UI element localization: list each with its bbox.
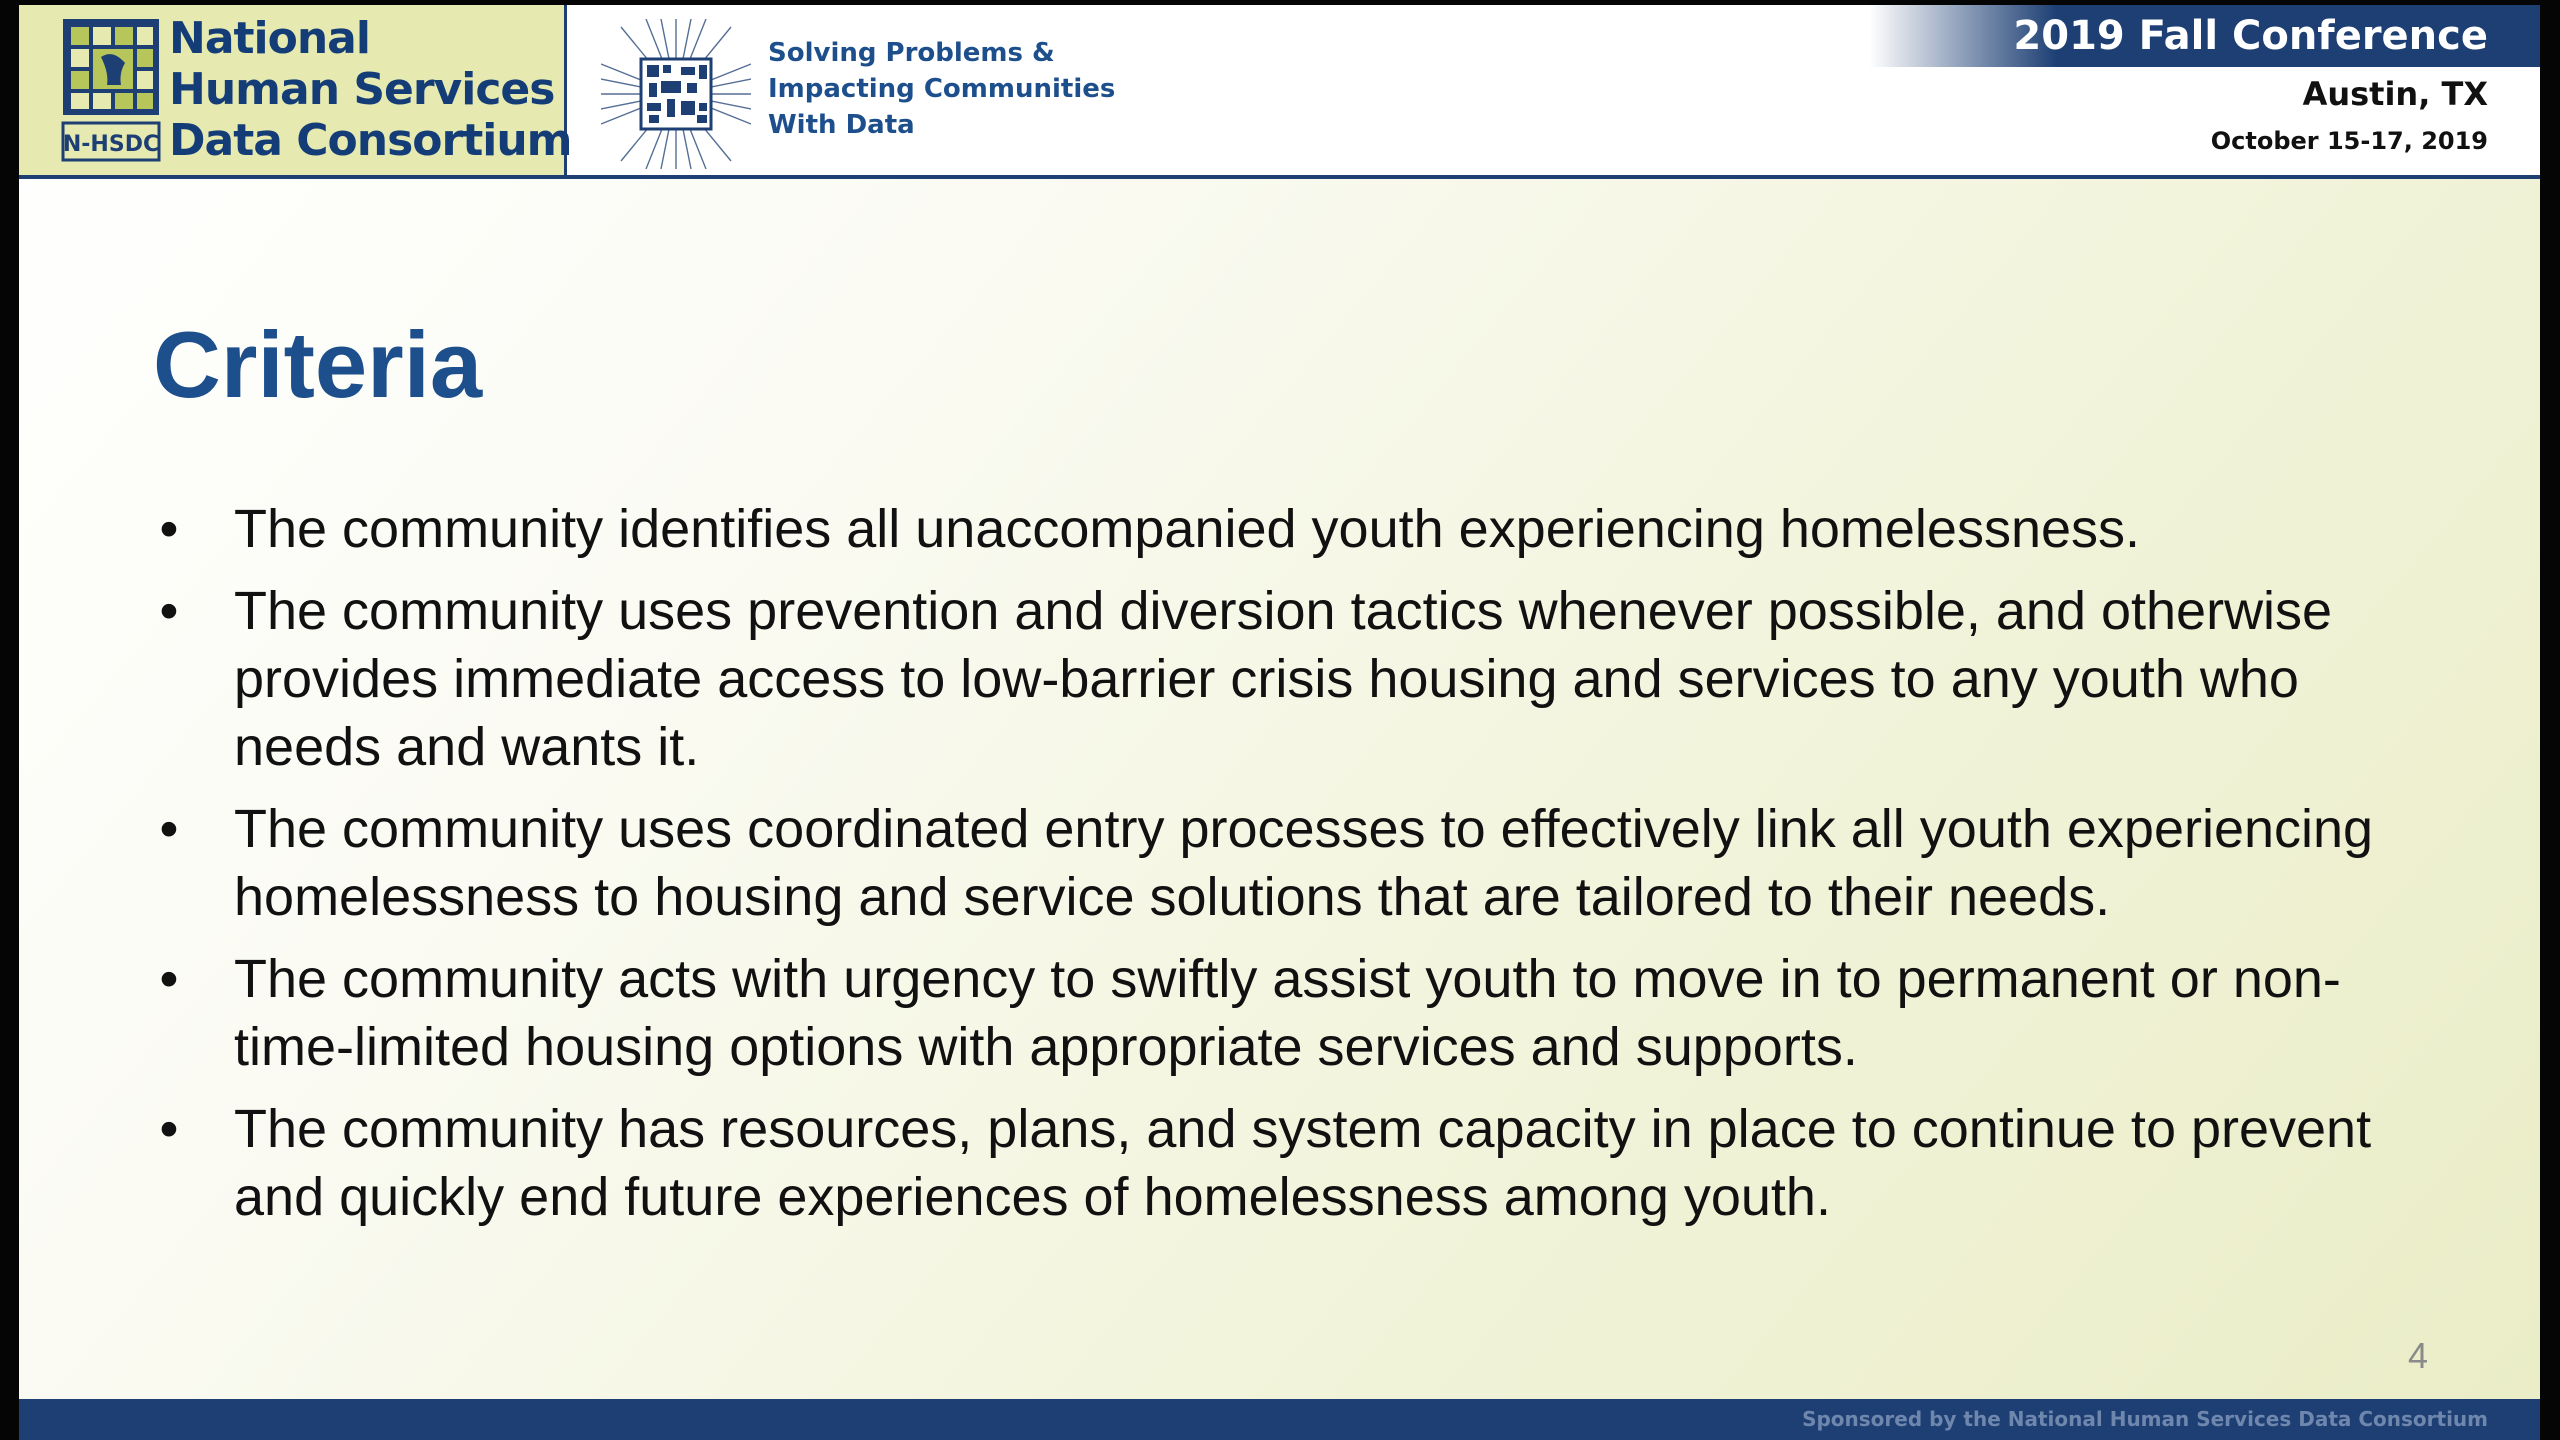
conference-title: 2019 Fall Conference xyxy=(2013,13,2488,59)
tagline-line-2: Impacting Communities xyxy=(768,74,1116,104)
list-item-text: The community identifies all unaccompanied youth experiencing homelessness. xyxy=(234,499,2141,559)
sponsor-text: Sponsored by the National Human Services Data Consortium xyxy=(1802,1407,2488,1431)
slide-header xyxy=(19,5,2540,179)
logo-label: N-HSDC xyxy=(62,132,160,157)
bullet-icon: • xyxy=(159,799,179,859)
org-name-line-2: Human Services xyxy=(169,64,555,115)
org-name xyxy=(169,13,572,166)
page-number: 4 xyxy=(2407,1335,2428,1376)
list-item-text: The community uses coordinated entry processes to effectively link all youth experiencing homelessness to housing and service solutions that are tailored to their needs. xyxy=(234,799,2374,927)
slide-footer xyxy=(19,1399,2540,1440)
nhsdc-logo-icon xyxy=(61,17,161,162)
org-name-line-1: National xyxy=(169,13,370,64)
tagline-line-3: With Data xyxy=(768,110,915,140)
bullet-icon: • xyxy=(159,949,179,1009)
bullet-icon: • xyxy=(159,1099,179,1159)
conference-city: Austin, TX xyxy=(2302,75,2488,113)
list-item xyxy=(19,1095,2449,1231)
tagline xyxy=(768,35,1115,143)
conference-dates: October 15-17, 2019 xyxy=(2210,127,2488,155)
list-item-text: The community has resources, plans, and system capacity in place to continue to prevent and quickly end future experiences of homelessness among youth. xyxy=(234,1099,2372,1227)
presentation-slide xyxy=(19,5,2540,1440)
conference-banner xyxy=(1869,5,2540,67)
list-item xyxy=(19,945,2449,1081)
data-grid-sunburst-icon xyxy=(601,19,751,169)
list-item-text: The community uses prevention and diversion tactics whenever possible, and otherwise provides immediate access to low-barrier crisis housing and services to any youth who needs and wants it. xyxy=(234,581,2333,777)
slide-title: Criteria xyxy=(153,312,483,417)
bullet-icon: • xyxy=(159,581,179,641)
criteria-list xyxy=(19,495,2449,1245)
list-item-text: The community acts with urgency to swiftly assist youth to move in to permanent or non-time-limited housing options with appropriate services and supports. xyxy=(234,949,2341,1077)
org-logo-block xyxy=(19,5,572,175)
list-item xyxy=(19,577,2449,781)
bullet-icon: • xyxy=(159,499,179,559)
tagline-line-1: Solving Problems & xyxy=(768,38,1055,68)
list-item xyxy=(19,495,2449,563)
list-item xyxy=(19,795,2449,931)
org-name-line-3: Data Consortium xyxy=(169,115,572,166)
